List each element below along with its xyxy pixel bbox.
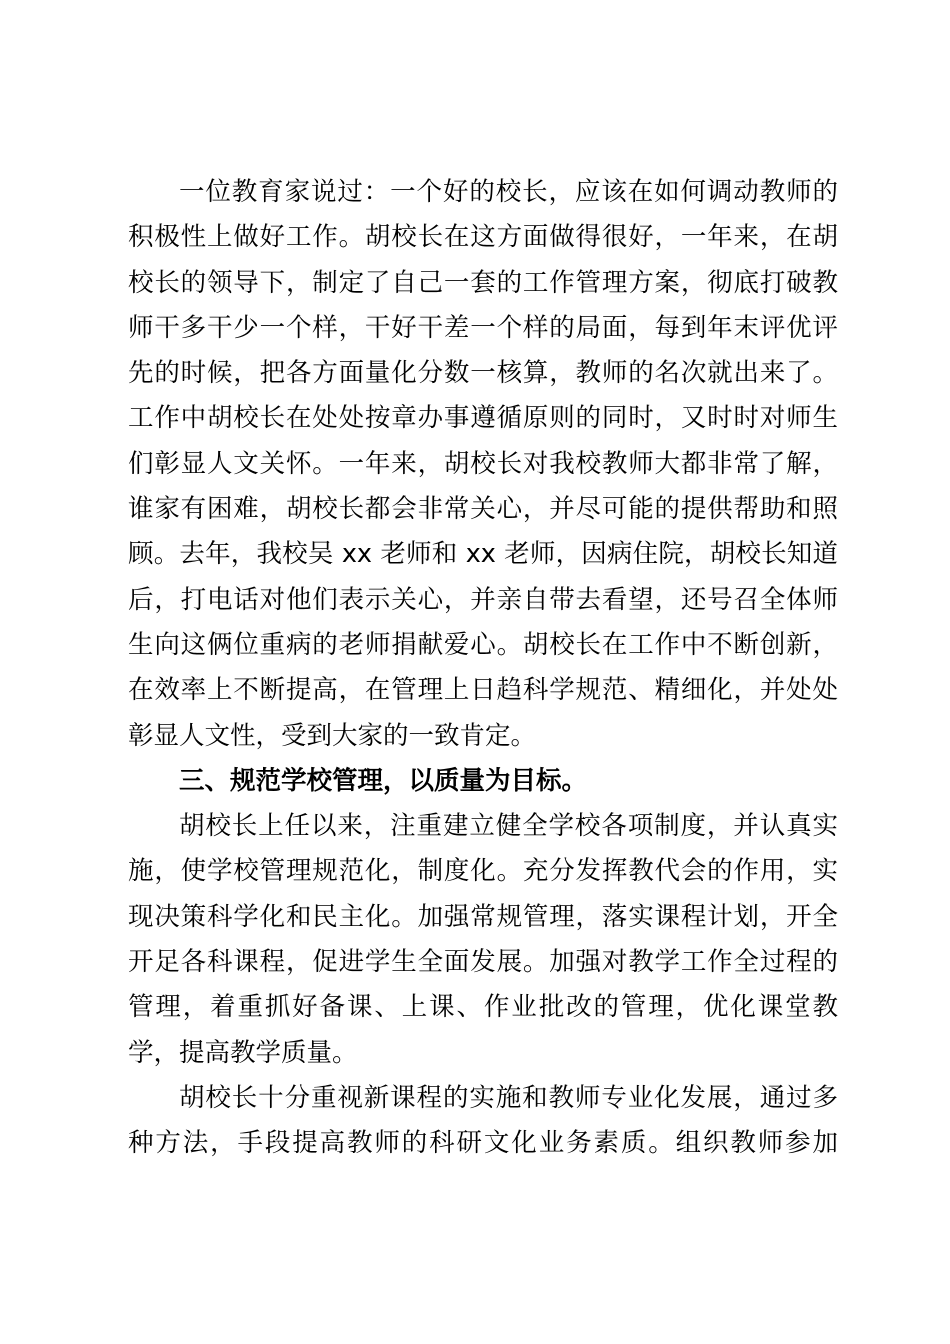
text-line: 师干多干少一个样，干好干差一个样的局面，每到年末评优评 — [128, 312, 838, 343]
text-line: 顾。去年，我校吴 xx 老师和 xx 老师，因病住院，胡校长知道 — [128, 539, 838, 570]
text-line: 工作中胡校长在处处按章办事遵循原则的同时，又时时对师生 — [128, 403, 838, 434]
text-line: 胡校长上任以来，注重建立健全学校各项制度，并认真实 — [179, 811, 838, 842]
section-heading: 三、规范学校管理，以质量为目标。 — [179, 765, 588, 796]
document-body — [128, 170, 838, 1167]
text-line: 谁家有困难，胡校长都会非常关心，并尽可能的提供帮助和照 — [128, 494, 838, 525]
text-line: 一位教育家说过：一个好的校长，应该在如何调动教师的 — [179, 177, 838, 207]
text-line: 在效率上不断提高，在管理上日趋科学规范、精细化，并处处 — [128, 675, 838, 706]
text-line: 校长的领导下，制定了自己一套的工作管理方案，彻底打破教 — [128, 267, 838, 298]
text-line: 种方法，手段提高教师的科研文化业务素质。组织教师参加 — [128, 1128, 838, 1159]
text-line: 生向这俩位重病的老师捐献爱心。胡校长在工作中不断创新， — [128, 629, 838, 660]
text-line: 学，提高教学质量。 — [128, 1037, 358, 1068]
text-line: 管理，着重抓好备课、上课、作业批改的管理，优化课堂教 — [128, 992, 838, 1023]
text-line: 积极性上做好工作。胡校长在这方面做得很好，一年来，在胡 — [128, 222, 838, 253]
text-line: 们彰显人文关怀。一年来，胡校长对我校教师大都非常了解， — [128, 448, 838, 479]
text-line: 胡校长十分重视新课程的实施和教师专业化发展，通过多 — [179, 1082, 838, 1113]
text-line: 后，打电话对他们表示关心，并亲自带去看望，还号召全体师 — [128, 584, 838, 615]
text-line: 开足各科课程，促进学生全面发展。加强对教学工作全过程的 — [128, 947, 838, 978]
text-line: 彰显人文性，受到大家的一致肯定。 — [128, 720, 537, 751]
text-line: 先的时候，把各方面量化分数一核算，教师的名次就出来了。 — [128, 358, 838, 389]
text-line: 现决策科学化和民主化。加强常规管理，落实课程计划，开全 — [128, 901, 838, 932]
text-line: 施，使学校管理规范化，制度化。充分发挥教代会的作用，实 — [128, 856, 838, 887]
